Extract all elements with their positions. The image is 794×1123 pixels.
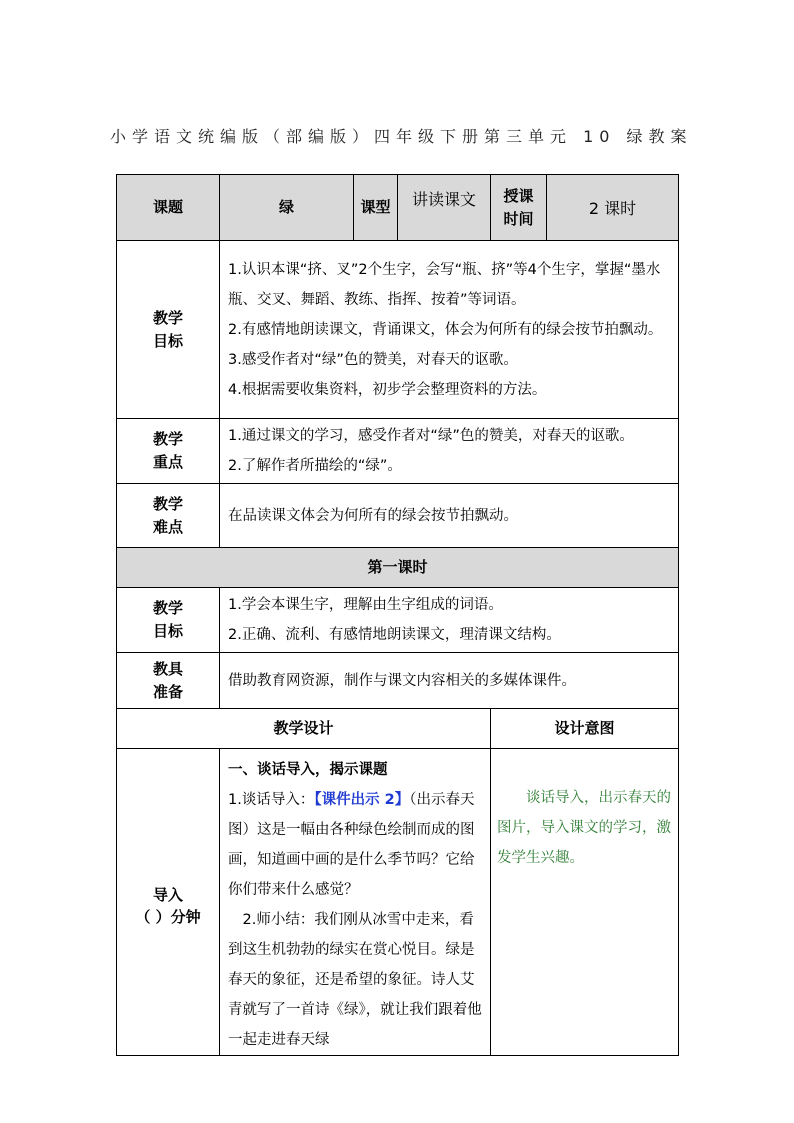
intro-minutes: （ ）分钟 xyxy=(135,908,201,926)
goals-row xyxy=(117,241,679,419)
lesson1-heading-row xyxy=(117,548,679,588)
tools-content: 借助教育网资源，制作与课文内容相关的多媒体课件。 xyxy=(220,653,679,709)
lesson-plan-table xyxy=(116,174,679,1056)
hours-value: 2 课时 xyxy=(547,175,679,241)
key-point-item: 1.通过课文的学习，感受作者对“绿”色的赞美，对春天的讴歌。 xyxy=(228,428,634,444)
intro-intent xyxy=(491,749,679,1056)
goal-item: 3.感受作者对“绿”色的赞美，对春天的讴歌。 xyxy=(228,351,518,368)
intro-paragraph-2: 2.师小结：我们刚从冰雪中走来，看到这生机勃勃的绿实在赏心悦目。绿是春天的象征，还是希望的象征。诗人艾青就写了一首诗《绿》，就让我们跟着他一起走进春天绿 xyxy=(228,912,482,1048)
lesson1-goals-content xyxy=(220,588,679,653)
key-point-item: 2.了解作者所描绘的“绿”。 xyxy=(228,458,402,474)
type-label: 课型 xyxy=(354,175,398,241)
key-points-row xyxy=(117,419,679,484)
topic-value: 绿 xyxy=(220,175,354,241)
lesson1-goals-label: 教学目标 xyxy=(117,588,220,653)
tools-label: 教具准备 xyxy=(117,653,220,709)
intro-stage xyxy=(117,749,220,1056)
intro-stage-label: 导入 xyxy=(152,886,183,904)
lesson1-heading: 第一课时 xyxy=(117,548,679,588)
goals-label: 教学目标 xyxy=(117,241,220,419)
tools-row xyxy=(117,653,679,709)
intro-section-title: 一、谈话导入，揭示课题 xyxy=(228,762,388,778)
document-title: 小学语文统编版（部编版）四年级下册第三单元 10 绿教案 xyxy=(110,127,693,146)
courseware-highlight: 【课件出示 2】 xyxy=(314,792,410,808)
design-header: 教学设计 xyxy=(117,709,491,749)
goals-content xyxy=(220,241,679,419)
design-header-row xyxy=(117,709,679,749)
key-points-content xyxy=(220,419,679,484)
difficulties-content: 在品读课文体会为何所有的绿会按节拍飘动。 xyxy=(220,484,679,548)
lesson1-goal-item: 2.正确、流利、有感情地朗读课文，理清课文结构。 xyxy=(228,627,561,643)
difficulties-row xyxy=(117,484,679,548)
goal-item: 2.有感情地朗读课文，背诵课文，体会为何所有的绿会按节拍飘动。 xyxy=(228,321,663,338)
intent-header: 设计意图 xyxy=(491,709,679,749)
type-value: 讲读课文 xyxy=(398,175,491,241)
difficulties-label: 教学难点 xyxy=(117,484,220,548)
hours-label: 授课时间 xyxy=(491,175,547,241)
key-points-label: 教学重点 xyxy=(117,419,220,484)
topic-label: 课题 xyxy=(117,175,220,241)
goal-item: 1.认识本课“挤、叉”2个生字，会写“瓶、挤”等4个生字，掌握“墨水瓶、交叉、舞蹈、教练、指挥、按着”等词语。 xyxy=(228,261,661,308)
intro-design-content xyxy=(220,749,491,1056)
intro-intent-text: 谈话导入，出示春天的图片，导入课文的学习，激发学生兴趣。 xyxy=(497,790,671,866)
intro-paragraph-1 xyxy=(228,785,486,905)
intro-p1-rest: （出示春天图）这是一幅由各种绿色绘制而成的图画，知道画中画的是什么季节吗？它给你们带来什么感觉？ xyxy=(228,792,475,898)
lesson1-goals-row xyxy=(117,588,679,653)
goal-item: 4.根据需要收集资料，初步学会整理资料的方法。 xyxy=(228,381,547,398)
header-row xyxy=(117,175,679,241)
intro-row xyxy=(117,749,679,1056)
intro-p1-prefix: 1.谈话导入： xyxy=(228,792,315,808)
lesson1-goal-item: 1.学会本课生字，理解由生字组成的词语。 xyxy=(228,597,503,613)
